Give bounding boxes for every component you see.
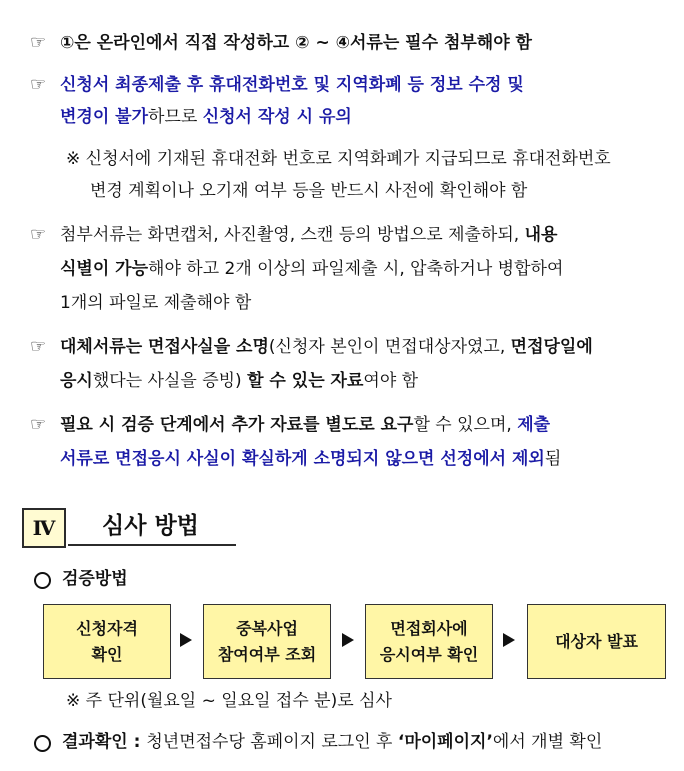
bullet-additional-docs-line1 [60,414,550,436]
pointing-hand-icon: ☞ [30,414,47,435]
circle-bullet-icon [34,572,51,589]
mypage-text: ‘마이페이지’ [397,732,493,752]
plain-text: 청년면접수당 홈페이지 로그인 후 [146,732,398,752]
arrow-right-icon [180,633,192,647]
circle-bullet-icon [34,735,51,752]
emphasis-text: 서류로 면접응시 사실이 확실하게 소명되지 않으면 선정에서 제외 [60,449,545,469]
emphasis-text: 응시 [60,371,93,391]
arrow-right-icon [342,633,354,647]
bullet-substitute-line1 [60,336,593,358]
flow-step-text: 참여여부 조회 [217,644,317,664]
flow-step-duplicate-check [203,604,331,679]
result-check-line [62,731,602,753]
flow-step-eligibility [43,604,171,679]
plain-text: 하므로 [148,107,203,127]
flow-step-interview-check [365,604,493,679]
emphasis-text: 제출 [517,415,551,435]
emphasis-text: 필요 시 검증 단계에서 추가 자료를 별도로 요구 [60,415,414,435]
bullet-attachments-line2 [60,258,563,280]
plain-text: 첨부서류는 화면캡처, 사진촬영, 스캔 등의 방법으로 제출하되, [60,225,525,245]
flow-step-announcement [527,604,666,679]
note-phone-line2: 변경 계획이나 오기재 여부 등을 반드시 사전에 확인해야 함 [90,181,528,201]
weekly-review-note: ※ 주 단위(월요일 ~ 일요일 접수 분)로 심사 [66,691,392,711]
separator-text: : [127,732,147,752]
plain-text: 여야 함 [363,371,419,391]
emphasis-text: 면접당일에 [510,337,593,357]
section-underline [68,544,236,546]
result-check-label: 결과확인 [62,732,128,752]
emphasis-text: 변경이 불가 [60,107,149,127]
plain-text: 할 수 있으며, [413,415,518,435]
pointing-hand-icon: ☞ [30,224,47,245]
plain-text: (신청자 본인이 면접대상자였고, [268,337,511,357]
emphasis-text: 대체서류는 면접사실을 소명 [60,337,269,357]
pointing-hand-icon: ☞ [30,74,47,95]
flow-step-text: 중복사업 [236,618,298,638]
note-phone-line1: ※ 신청서에 기재된 휴대전화 번호로 지역화폐가 지급되므로 휴대전화번호 [66,149,611,169]
flow-step-text: 면접회사에 [390,618,468,638]
pointing-hand-icon: ☞ [30,32,47,53]
flow-step-text: 응시여부 확인 [379,644,479,664]
verify-method-label: 검증방법 [62,569,128,589]
plain-text: 됨 [544,449,562,469]
section-number: Ⅳ [22,508,66,548]
plain-text: 에서 개별 확인 [492,732,603,752]
section-title: 심사 방법 [102,513,199,539]
emphasis-text: 식별이 가능 [60,259,149,279]
pointing-hand-icon: ☞ [30,336,47,357]
plain-text: 해야 하고 2개 이상의 파일제출 시, 압축하거나 병합하여 [148,259,564,279]
emphasis-text: 내용 [524,225,558,245]
bullet-required-docs: ①은 온라인에서 직접 작성하고 ② ~ ④서류는 필수 첨부해야 함 [60,33,532,53]
flow-step-text: 신청자격 [76,618,138,638]
bullet-attachments-line3: 1개의 파일로 제출해야 함 [60,293,252,313]
emphasis-text: 할 수 있는 자료 [247,371,364,391]
plain-text: 했다는 사실을 증빙) [92,371,248,391]
bullet-no-modification-line2 [60,106,352,128]
bullet-no-modification-line1: 신청서 최종제출 후 휴대전화번호 및 지역화폐 등 정보 수정 및 [60,75,524,95]
bullet-attachments-line1 [60,224,557,246]
arrow-right-icon [503,633,515,647]
bullet-additional-docs-line2 [60,448,561,470]
flow-step-text: 대상자 발표 [555,631,638,651]
emphasis-text: 신청서 작성 시 유의 [202,107,352,127]
flow-step-text: 확인 [91,644,123,664]
bullet-substitute-line2 [60,370,418,392]
